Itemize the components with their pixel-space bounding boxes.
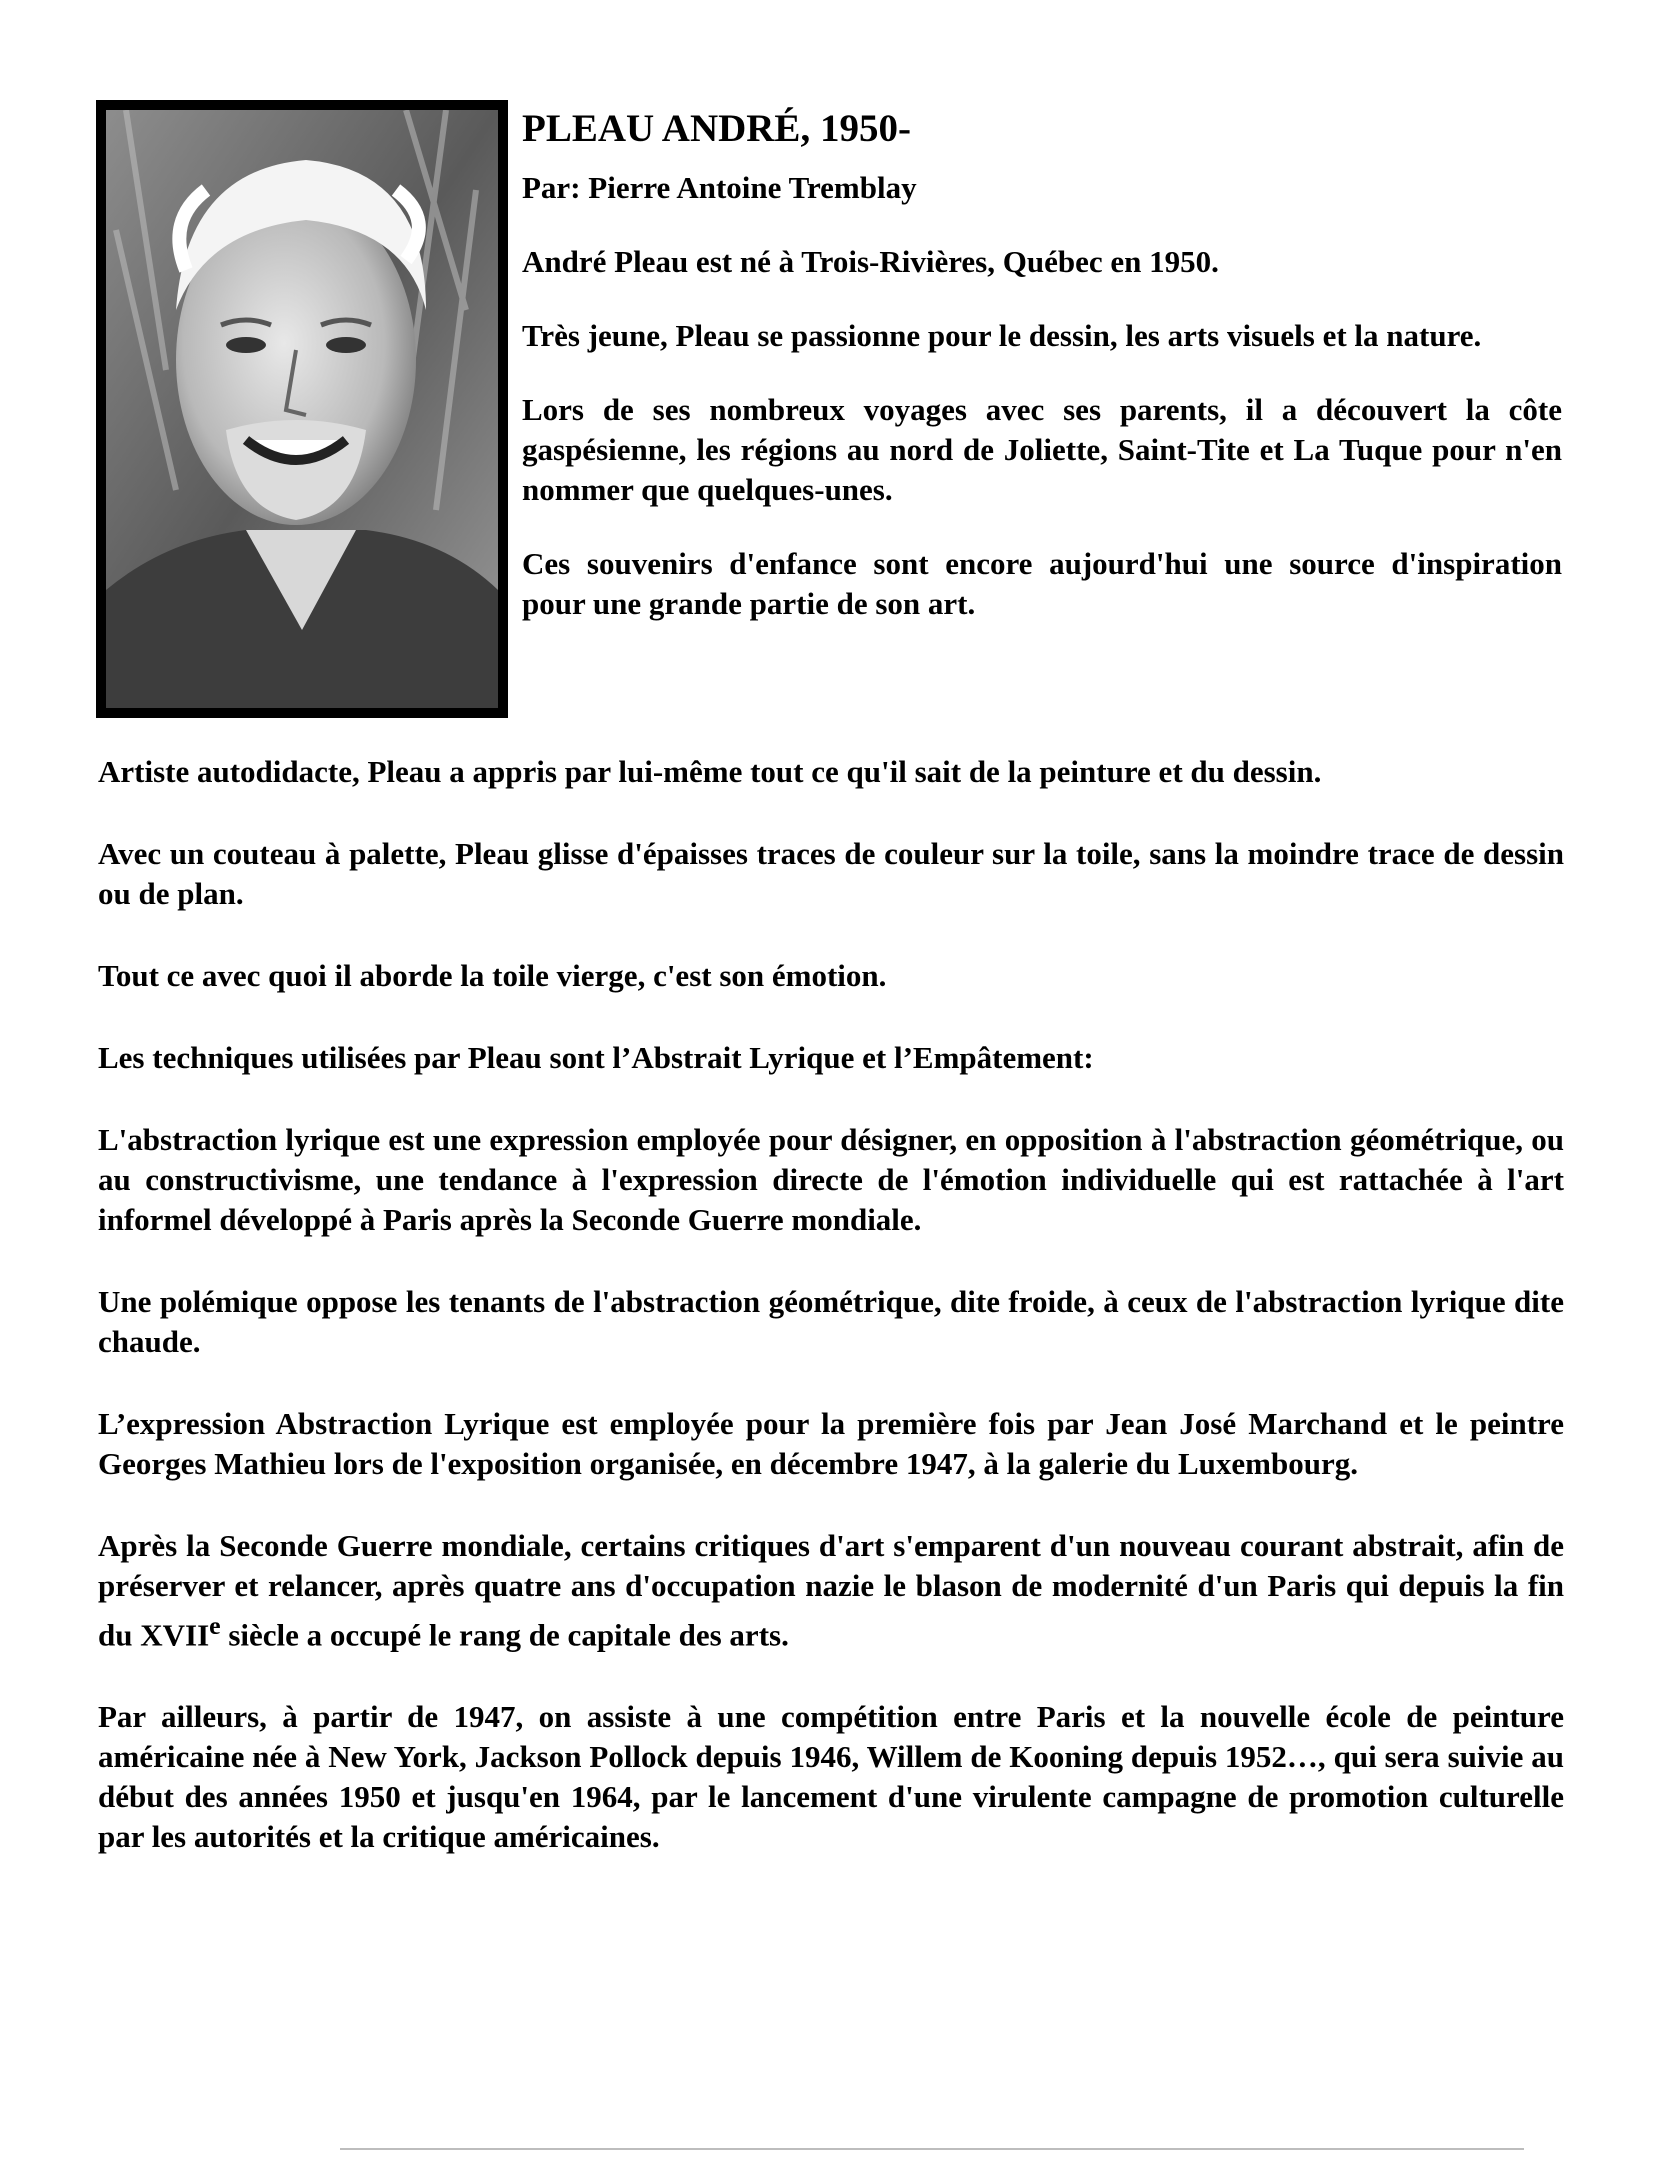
body-paragraph: Une polémique oppose les tenants de l'abstraction géométrique, dite froide, à ceux de l'abstraction lyrique dite chaude.	[98, 1284, 1564, 1359]
portrait-photo	[96, 100, 508, 718]
body-text	[98, 752, 1564, 1899]
intro-paragraph: André Pleau est né à Trois-Rivières, Québec en 1950.	[522, 244, 1219, 279]
final-paragraph: Par ailleurs, à partir de 1947, on assiste à une compétition entre Paris et la nouvelle école de peinture américaine née à New York, Jackson Pollock depuis 1946, Willem de Kooning depuis 1952…, qui sera suivie au début des années 1950 et jusqu'en 1964, par le lancement d'une virulente campagne de promotion culturelle par les autorités et la critique américaines.	[98, 1699, 1564, 1855]
page-title: PLEAU ANDRÉ, 1950-	[522, 107, 911, 150]
intro-column	[522, 100, 1562, 658]
author-byline: Par: Pierre Antoine Tremblay	[522, 170, 917, 205]
body-paragraph: Tout ce avec quoi il aborde la toile vierge, c'est son émotion.	[98, 958, 887, 993]
intro-paragraph: Très jeune, Pleau se passionne pour le dessin, les arts visuels et la nature.	[522, 318, 1482, 353]
body-paragraph: Les techniques utilisées par Pleau sont l’Abstrait Lyrique et l’Empâtement:	[98, 1040, 1094, 1075]
portrait-image	[106, 110, 498, 708]
body-paragraph: L'abstraction lyrique est une expression employée pour désigner, en opposition à l'abstraction géométrique, ou au constructivisme, une tendance à l'expression directe de l'émotion individuelle qui est rattachée à l'art informel développé à Paris après la Seconde Guerre mondiale.	[98, 1122, 1564, 1237]
body-paragraph-xvii	[98, 1526, 1564, 1655]
body-paragraph: Avec un couteau à palette, Pleau glisse d'épaisses traces de couleur sur la toile, sans la moindre trace de dessin ou de plan.	[98, 836, 1564, 911]
xvii-superscript: e	[209, 1611, 221, 1640]
body-paragraph: L’expression Abstraction Lyrique est employée pour la première fois par Jean José Marchand et le peintre Georges Mathieu lors de l'exposition organisée, en décembre 1947, à la galerie du Luxembourg.	[98, 1406, 1564, 1481]
bottom-divider	[340, 2148, 1524, 2150]
intro-paragraph: Ces souvenirs d'enfance sont encore aujourd'hui une source d'inspiration pour une grande partie de son art.	[522, 546, 1562, 621]
xvii-text-before: Après la Seconde Guerre mondiale, certains critiques d'art s'emparent d'un nouveau courant abstrait, afin de préserver et relancer, après quatre ans d'occupation nazie le blason de modernité d'un Paris qui depuis la fin du XVII	[98, 1528, 1564, 1653]
intro-paragraph: Lors de ses nombreux voyages avec ses parents, il a découvert la côte gaspésienne, les régions au nord de Joliette, Saint-Tite et La Tuque pour n'en nommer que quelques-unes.	[522, 392, 1562, 507]
xvii-text-after: siècle a occupé le rang de capitale des arts.	[220, 1617, 789, 1653]
body-paragraph: Artiste autodidacte, Pleau a appris par lui-même tout ce qu'il sait de la peinture et du dessin.	[98, 754, 1322, 789]
